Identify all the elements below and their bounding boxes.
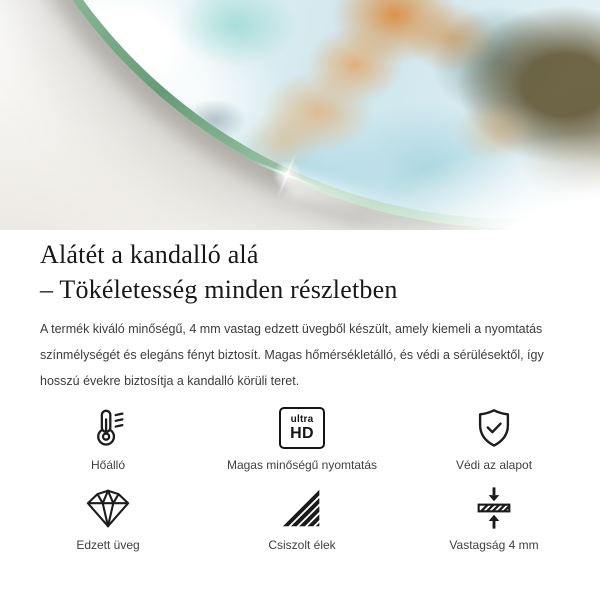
- shield-check-icon: [471, 406, 517, 450]
- page-title: [40, 237, 560, 307]
- feature-tempered-glass: [40, 486, 176, 552]
- fade-overlay: [0, 0, 600, 230]
- thickness-icon: [471, 486, 517, 530]
- diamond-icon: [84, 486, 132, 530]
- feature-thickness: [428, 486, 560, 552]
- feature-print-quality: [176, 406, 428, 472]
- ultra-hd-icon: [279, 406, 325, 450]
- product-description: A termék kiváló minőségű, 4 mm vastag edzett üvegből készült, amely kiemeli a nyomtatás színmélységét és elegáns fényt biztosít. Magas hőmérsékletálló, és védi a sérülésektől, így hosszú évekre biztosítja a kandalló körüli teret.: [40, 322, 544, 388]
- feature-label: Csiszolt élek: [268, 538, 336, 552]
- feature-label: Edzett üveg: [76, 538, 140, 552]
- feature-label: Magas minőségű nyomtatás: [226, 458, 378, 472]
- feature-label: Védi az alapot: [455, 458, 533, 472]
- polished-edges-icon: [279, 486, 325, 530]
- page-title-line1: Alátét a kandalló alá: [40, 240, 259, 269]
- ultra-hd-label-bottom: HD: [290, 424, 314, 442]
- feature-polished-edges: [176, 486, 428, 552]
- features-grid: [40, 406, 560, 552]
- product-image: [0, 0, 600, 230]
- feature-label: Vastagság 4 mm: [449, 538, 539, 552]
- feature-protects-base: [428, 406, 560, 472]
- page-title-line2: – Tökéletesség minden részletben: [40, 275, 398, 304]
- thermometer-icon: [85, 406, 131, 450]
- feature-label: Hőálló: [90, 458, 126, 472]
- feature-heat-resistant: [40, 406, 176, 472]
- ultra-hd-label-top: ultra: [290, 413, 314, 425]
